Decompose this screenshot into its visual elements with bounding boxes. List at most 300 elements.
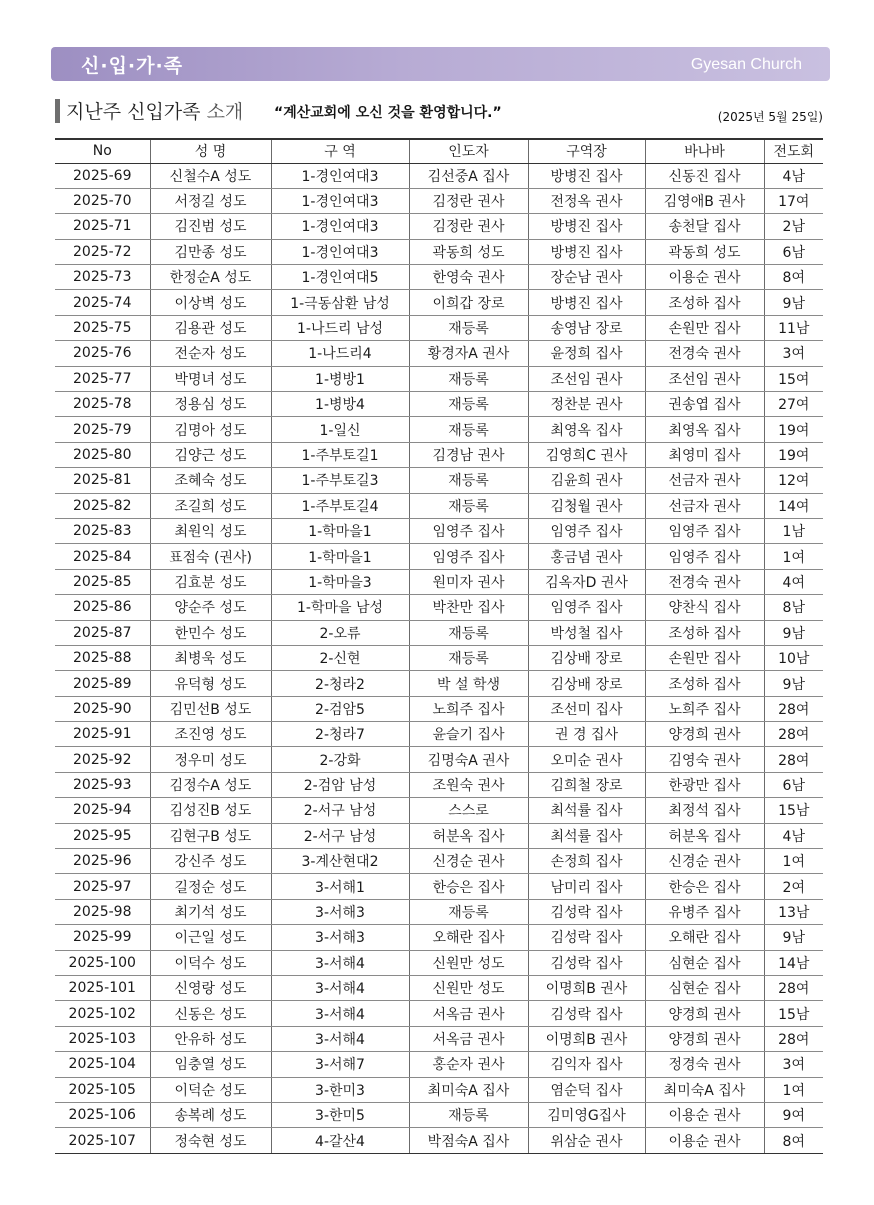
cell-district: 1-경인여대3 [271, 188, 409, 213]
cell-mission-group: 17여 [764, 188, 823, 213]
cell-barnabas: 손원만 집사 [645, 645, 764, 670]
cell-mission-group: 15남 [764, 798, 823, 823]
header-guide: 인도자 [409, 139, 528, 163]
cell-name: 이덕순 성도 [150, 1077, 271, 1102]
cell-mission-group: 28여 [764, 696, 823, 721]
cell-guide: 김선중A 집사 [409, 163, 528, 188]
cell-guide: 임영주 집사 [409, 544, 528, 569]
cell-district: 3-서해7 [271, 1052, 409, 1077]
cell-mission-group: 9남 [764, 671, 823, 696]
cell-mission-group: 6남 [764, 772, 823, 797]
cell-no: 2025-81 [55, 468, 150, 493]
table-row [55, 1102, 823, 1127]
cell-barnabas: 조성하 집사 [645, 290, 764, 315]
cell-mission-group: 11남 [764, 315, 823, 340]
cell-no: 2025-95 [55, 823, 150, 848]
cell-barnabas: 최영옥 집사 [645, 417, 764, 442]
cell-district-leader: 윤정희 집사 [528, 341, 645, 366]
cell-name: 강신주 성도 [150, 849, 271, 874]
table-row [55, 265, 823, 290]
table-row [55, 239, 823, 264]
cell-mission-group: 6남 [764, 239, 823, 264]
cell-no: 2025-101 [55, 976, 150, 1001]
cell-name: 정용심 성도 [150, 392, 271, 417]
cell-no: 2025-74 [55, 290, 150, 315]
cell-district-leader: 정찬분 권사 [528, 392, 645, 417]
cell-district: 3-서해3 [271, 899, 409, 924]
cell-district: 1-경인여대5 [271, 265, 409, 290]
page-title [66, 97, 243, 124]
cell-barnabas: 이용순 권사 [645, 265, 764, 290]
table-row [55, 442, 823, 467]
cell-barnabas: 양경희 권사 [645, 1026, 764, 1051]
cell-mission-group: 28여 [764, 976, 823, 1001]
section-banner [51, 47, 830, 81]
cell-district-leader: 방병진 집사 [528, 290, 645, 315]
table-body [55, 163, 823, 1153]
cell-guide: 박찬만 집사 [409, 595, 528, 620]
cell-name: 김정수A 성도 [150, 772, 271, 797]
cell-no: 2025-107 [55, 1128, 150, 1153]
cell-guide: 서옥금 권사 [409, 1001, 528, 1026]
table-row [55, 595, 823, 620]
cell-district: 1-주부토길1 [271, 442, 409, 467]
cell-district-leader: 송영남 장로 [528, 315, 645, 340]
cell-name: 김진범 성도 [150, 214, 271, 239]
cell-no: 2025-85 [55, 569, 150, 594]
cell-district: 2-검암5 [271, 696, 409, 721]
cell-no: 2025-96 [55, 849, 150, 874]
cell-district: 1-학마을1 [271, 518, 409, 543]
cell-district: 2-강화 [271, 747, 409, 772]
cell-no: 2025-103 [55, 1026, 150, 1051]
cell-mission-group: 14여 [764, 493, 823, 518]
table-row [55, 645, 823, 670]
cell-district-leader: 김윤희 권사 [528, 468, 645, 493]
cell-mission-group: 15여 [764, 366, 823, 391]
cell-name: 박명녀 성도 [150, 366, 271, 391]
cell-barnabas: 한광만 집사 [645, 772, 764, 797]
cell-mission-group: 3여 [764, 341, 823, 366]
cell-name: 정숙현 성도 [150, 1128, 271, 1153]
cell-guide: 김정란 권사 [409, 214, 528, 239]
cell-district: 1-나드리4 [271, 341, 409, 366]
cell-district: 2-청라7 [271, 722, 409, 747]
cell-guide: 김명숙A 권사 [409, 747, 528, 772]
cell-no: 2025-104 [55, 1052, 150, 1077]
cell-no: 2025-99 [55, 925, 150, 950]
cell-mission-group: 3여 [764, 1052, 823, 1077]
table-row [55, 874, 823, 899]
cell-guide: 박점숙A 집사 [409, 1128, 528, 1153]
cell-guide: 신경순 권사 [409, 849, 528, 874]
cell-guide: 최미숙A 집사 [409, 1077, 528, 1102]
table-header-row [55, 139, 823, 163]
cell-barnabas: 한승은 집사 [645, 874, 764, 899]
cell-barnabas: 양경희 권사 [645, 722, 764, 747]
table-row [55, 1077, 823, 1102]
cell-no: 2025-89 [55, 671, 150, 696]
cell-guide: 이희갑 장로 [409, 290, 528, 315]
cell-no: 2025-91 [55, 722, 150, 747]
table-row [55, 214, 823, 239]
cell-guide: 재등록 [409, 493, 528, 518]
cell-name: 김현구B 성도 [150, 823, 271, 848]
cell-mission-group: 10남 [764, 645, 823, 670]
cell-district: 1-경인여대3 [271, 214, 409, 239]
cell-district: 1-학마을1 [271, 544, 409, 569]
cell-district: 3-서해4 [271, 1026, 409, 1051]
cell-district-leader: 김상배 장로 [528, 671, 645, 696]
cell-name: 조진영 성도 [150, 722, 271, 747]
cell-barnabas: 전경숙 권사 [645, 569, 764, 594]
table-row [55, 417, 823, 442]
table-row [55, 366, 823, 391]
cell-mission-group: 4남 [764, 823, 823, 848]
cell-barnabas: 최영미 집사 [645, 442, 764, 467]
cell-no: 2025-86 [55, 595, 150, 620]
cell-no: 2025-83 [55, 518, 150, 543]
cell-guide: 노희주 집사 [409, 696, 528, 721]
cell-barnabas: 허분옥 집사 [645, 823, 764, 848]
cell-name: 김양근 성도 [150, 442, 271, 467]
table-row [55, 569, 823, 594]
cell-mission-group: 28여 [764, 1026, 823, 1051]
cell-district-leader: 박성철 집사 [528, 620, 645, 645]
cell-district: 1-경인여대3 [271, 239, 409, 264]
cell-barnabas: 양찬식 집사 [645, 595, 764, 620]
cell-district-leader: 임영주 집사 [528, 595, 645, 620]
cell-mission-group: 27여 [764, 392, 823, 417]
cell-district: 2-신현 [271, 645, 409, 670]
cell-barnabas: 권송엽 집사 [645, 392, 764, 417]
cell-district: 4-갈산4 [271, 1128, 409, 1153]
cell-district-leader: 위삼순 권사 [528, 1128, 645, 1153]
cell-barnabas: 곽동희 성도 [645, 239, 764, 264]
cell-district: 1-학마을 남성 [271, 595, 409, 620]
table-row [55, 1052, 823, 1077]
cell-district-leader: 김성락 집사 [528, 899, 645, 924]
cell-mission-group: 1남 [764, 518, 823, 543]
cell-district: 3-계산현대2 [271, 849, 409, 874]
cell-mission-group: 9남 [764, 620, 823, 645]
cell-mission-group: 9여 [764, 1102, 823, 1127]
cell-district: 3-서해4 [271, 950, 409, 975]
cell-name: 김민선B 성도 [150, 696, 271, 721]
cell-mission-group: 13남 [764, 899, 823, 924]
cell-guide: 한영숙 권사 [409, 265, 528, 290]
cell-no: 2025-70 [55, 188, 150, 213]
cell-district-leader: 김성락 집사 [528, 1001, 645, 1026]
cell-district: 2-서구 남성 [271, 798, 409, 823]
cell-barnabas: 오해란 집사 [645, 925, 764, 950]
cell-barnabas: 이용순 권사 [645, 1102, 764, 1127]
cell-district-leader: 최석률 집사 [528, 823, 645, 848]
table-row [55, 823, 823, 848]
title-suffix: 소개 [206, 101, 244, 123]
cell-mission-group: 1여 [764, 1077, 823, 1102]
cell-district: 3-서해4 [271, 976, 409, 1001]
cell-no: 2025-105 [55, 1077, 150, 1102]
cell-no: 2025-79 [55, 417, 150, 442]
cell-district-leader: 김옥자D 권사 [528, 569, 645, 594]
cell-name: 김성진B 성도 [150, 798, 271, 823]
cell-barnabas: 조선임 권사 [645, 366, 764, 391]
cell-district-leader: 김영희C 권사 [528, 442, 645, 467]
table-row [55, 493, 823, 518]
cell-district-leader: 임영주 집사 [528, 518, 645, 543]
cell-name: 신영랑 성도 [150, 976, 271, 1001]
cell-barnabas: 정경숙 권사 [645, 1052, 764, 1077]
cell-mission-group: 28여 [764, 747, 823, 772]
cell-district-leader: 조선임 권사 [528, 366, 645, 391]
cell-no: 2025-76 [55, 341, 150, 366]
cell-barnabas: 김영숙 권사 [645, 747, 764, 772]
cell-district-leader: 장순남 권사 [528, 265, 645, 290]
cell-district-leader: 남미리 집사 [528, 874, 645, 899]
cell-barnabas: 노희주 집사 [645, 696, 764, 721]
cell-district: 2-서구 남성 [271, 823, 409, 848]
cell-no: 2025-106 [55, 1102, 150, 1127]
cell-barnabas: 심현순 집사 [645, 976, 764, 1001]
cell-name: 김명아 성도 [150, 417, 271, 442]
cell-mission-group: 9남 [764, 925, 823, 950]
cell-name: 한정순A 성도 [150, 265, 271, 290]
cell-district-leader: 김청월 권사 [528, 493, 645, 518]
cell-district-leader: 김미영G집사 [528, 1102, 645, 1127]
cell-guide: 김경남 권사 [409, 442, 528, 467]
cell-barnabas: 최정석 집사 [645, 798, 764, 823]
cell-no: 2025-82 [55, 493, 150, 518]
cell-guide: 재등록 [409, 1102, 528, 1127]
cell-mission-group: 8여 [764, 265, 823, 290]
cell-district: 1-일신 [271, 417, 409, 442]
table-row [55, 518, 823, 543]
cell-mission-group: 4남 [764, 163, 823, 188]
cell-guide: 원미자 권사 [409, 569, 528, 594]
title-main: 지난주 신입가족 [66, 101, 201, 123]
cell-name: 양순주 성도 [150, 595, 271, 620]
cell-name: 최병욱 성도 [150, 645, 271, 670]
table-row [55, 188, 823, 213]
cell-no: 2025-93 [55, 772, 150, 797]
cell-no: 2025-72 [55, 239, 150, 264]
welcome-message: “계산교회에 오신 것을 환영합니다.” [274, 105, 502, 121]
cell-barnabas: 신동진 집사 [645, 163, 764, 188]
cell-no: 2025-75 [55, 315, 150, 340]
cell-guide: 재등록 [409, 620, 528, 645]
cell-district: 3-한미3 [271, 1077, 409, 1102]
cell-district: 1-주부토길4 [271, 493, 409, 518]
cell-barnabas: 신경순 권사 [645, 849, 764, 874]
cell-name: 유덕형 성도 [150, 671, 271, 696]
cell-barnabas: 양경희 권사 [645, 1001, 764, 1026]
table-row [55, 392, 823, 417]
cell-mission-group: 8여 [764, 1128, 823, 1153]
cell-no: 2025-71 [55, 214, 150, 239]
table-row [55, 290, 823, 315]
cell-mission-group: 28여 [764, 722, 823, 747]
cell-mission-group: 2여 [764, 874, 823, 899]
cell-no: 2025-84 [55, 544, 150, 569]
table-row [55, 341, 823, 366]
cell-name: 김용관 성도 [150, 315, 271, 340]
cell-district: 1-주부토길3 [271, 468, 409, 493]
cell-district: 1-극동삼환 남성 [271, 290, 409, 315]
cell-no: 2025-102 [55, 1001, 150, 1026]
cell-name: 한민수 성도 [150, 620, 271, 645]
table-row [55, 722, 823, 747]
header-no: No [55, 139, 150, 163]
cell-mission-group: 4여 [764, 569, 823, 594]
cell-barnabas: 유병주 집사 [645, 899, 764, 924]
cell-district-leader: 방병진 집사 [528, 239, 645, 264]
cell-name: 정우미 성도 [150, 747, 271, 772]
cell-barnabas: 이용순 권사 [645, 1128, 764, 1153]
cell-mission-group: 19여 [764, 442, 823, 467]
cell-no: 2025-92 [55, 747, 150, 772]
cell-guide: 윤슬기 집사 [409, 722, 528, 747]
cell-no: 2025-88 [55, 645, 150, 670]
cell-district-leader: 김희철 장로 [528, 772, 645, 797]
cell-name: 김효분 성도 [150, 569, 271, 594]
cell-name: 조혜숙 성도 [150, 468, 271, 493]
cell-district: 2-오류 [271, 620, 409, 645]
table-row [55, 1026, 823, 1051]
cell-district: 2-검암 남성 [271, 772, 409, 797]
table-row [55, 925, 823, 950]
table-row [55, 1128, 823, 1153]
cell-district: 1-나드리 남성 [271, 315, 409, 340]
cell-district-leader: 전정옥 권사 [528, 188, 645, 213]
cell-name: 이상벽 성도 [150, 290, 271, 315]
cell-guide: 재등록 [409, 392, 528, 417]
header-district: 구 역 [271, 139, 409, 163]
cell-district: 1-학마을3 [271, 569, 409, 594]
table-row [55, 849, 823, 874]
table-row [55, 468, 823, 493]
cell-guide: 오해란 집사 [409, 925, 528, 950]
cell-district-leader: 김성락 집사 [528, 950, 645, 975]
cell-name: 이덕수 성도 [150, 950, 271, 975]
cell-name: 이근일 성도 [150, 925, 271, 950]
table-row [55, 163, 823, 188]
cell-district: 3-서해3 [271, 925, 409, 950]
cell-barnabas: 임영주 집사 [645, 544, 764, 569]
cell-name: 서정길 성도 [150, 188, 271, 213]
cell-mission-group: 19여 [764, 417, 823, 442]
cell-district: 3-서해1 [271, 874, 409, 899]
cell-barnabas: 선금자 권사 [645, 493, 764, 518]
cell-district: 3-서해4 [271, 1001, 409, 1026]
cell-name: 전순자 성도 [150, 341, 271, 366]
cell-guide: 서옥금 권사 [409, 1026, 528, 1051]
cell-no: 2025-98 [55, 899, 150, 924]
cell-barnabas: 최미숙A 집사 [645, 1077, 764, 1102]
cell-name: 표점숙 (권사) [150, 544, 271, 569]
table-row [55, 747, 823, 772]
table-row [55, 315, 823, 340]
cell-barnabas: 송천달 집사 [645, 214, 764, 239]
cell-district-leader: 방병진 집사 [528, 163, 645, 188]
cell-district-leader: 최석률 집사 [528, 798, 645, 823]
cell-guide: 재등록 [409, 366, 528, 391]
cell-district-leader: 염순덕 집사 [528, 1077, 645, 1102]
cell-guide: 박 설 학생 [409, 671, 528, 696]
cell-guide: 재등록 [409, 417, 528, 442]
cell-guide: 신원만 성도 [409, 950, 528, 975]
cell-guide: 신원만 성도 [409, 976, 528, 1001]
cell-guide: 곽동희 성도 [409, 239, 528, 264]
cell-no: 2025-69 [55, 163, 150, 188]
church-name: Gyesan Church [690, 56, 802, 73]
table-row [55, 772, 823, 797]
cell-mission-group: 1여 [764, 544, 823, 569]
cell-no: 2025-87 [55, 620, 150, 645]
cell-no: 2025-73 [55, 265, 150, 290]
cell-district-leader: 홍금념 권사 [528, 544, 645, 569]
table-row [55, 950, 823, 975]
cell-district-leader: 김상배 장로 [528, 645, 645, 670]
cell-no: 2025-90 [55, 696, 150, 721]
cell-no: 2025-78 [55, 392, 150, 417]
table-row [55, 798, 823, 823]
table-row [55, 976, 823, 1001]
table-row [55, 544, 823, 569]
section-heading [55, 97, 825, 127]
cell-mission-group: 8남 [764, 595, 823, 620]
cell-district: 3-한미5 [271, 1102, 409, 1127]
cell-district-leader: 조선미 집사 [528, 696, 645, 721]
cell-guide: 김정란 권사 [409, 188, 528, 213]
cell-guide: 임영주 집사 [409, 518, 528, 543]
cell-barnabas: 전경숙 권사 [645, 341, 764, 366]
cell-guide: 조원숙 권사 [409, 772, 528, 797]
table-row [55, 696, 823, 721]
cell-name: 김만종 성도 [150, 239, 271, 264]
cell-guide: 스스로 [409, 798, 528, 823]
cell-barnabas: 김영애B 권사 [645, 188, 764, 213]
cell-name: 안유하 성도 [150, 1026, 271, 1051]
cell-no: 2025-80 [55, 442, 150, 467]
heading-bar [55, 99, 60, 123]
date-label: (2025년 5월 25일) [717, 110, 823, 124]
cell-mission-group: 12여 [764, 468, 823, 493]
header-mission-group: 전도회 [764, 139, 823, 163]
table-row [55, 671, 823, 696]
cell-district: 2-청라2 [271, 671, 409, 696]
cell-guide: 한승은 집사 [409, 874, 528, 899]
cell-district-leader: 손정희 집사 [528, 849, 645, 874]
cell-district-leader: 오미순 권사 [528, 747, 645, 772]
cell-district-leader: 권 경 집사 [528, 722, 645, 747]
cell-guide: 허분옥 집사 [409, 823, 528, 848]
cell-guide: 재등록 [409, 315, 528, 340]
cell-mission-group: 15남 [764, 1001, 823, 1026]
cell-district: 1-경인여대3 [271, 163, 409, 188]
cell-no: 2025-97 [55, 874, 150, 899]
cell-guide: 재등록 [409, 645, 528, 670]
header-district-leader: 구역장 [528, 139, 645, 163]
cell-district: 1-병방4 [271, 392, 409, 417]
cell-barnabas: 조성하 집사 [645, 620, 764, 645]
cell-name: 신동은 성도 [150, 1001, 271, 1026]
cell-district: 1-병방1 [271, 366, 409, 391]
header-barnabas: 바나바 [645, 139, 764, 163]
banner-title: 신·입·가·족 [81, 55, 184, 77]
table-row [55, 620, 823, 645]
cell-barnabas: 심현순 집사 [645, 950, 764, 975]
